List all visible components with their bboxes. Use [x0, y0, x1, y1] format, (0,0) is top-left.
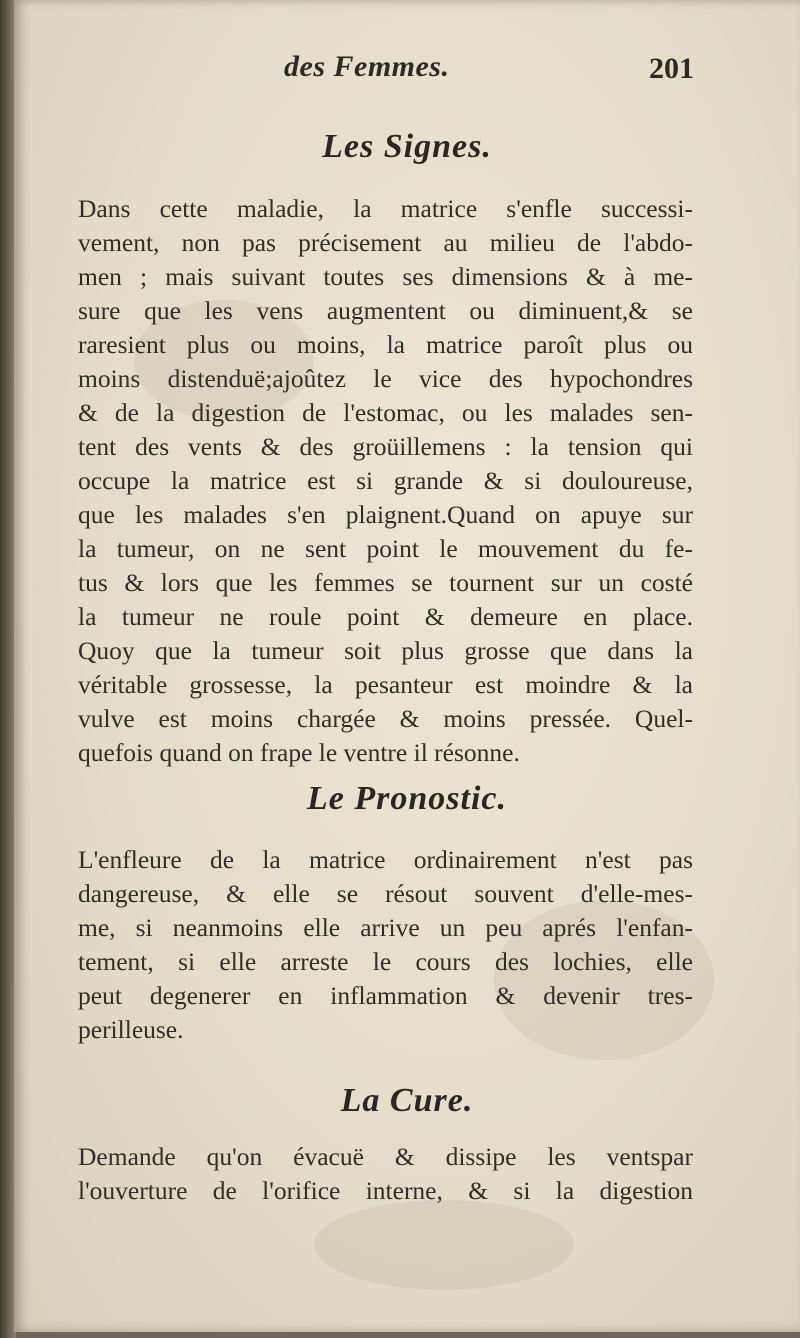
text-line: Quoy que la tumeur soit plus grosse que dans la — [78, 636, 693, 665]
text-line: men ; mais suivant toutes ses dimensions & à me- — [78, 262, 693, 291]
text-line: l'ouverture de l'orifice interne, & si la digestion — [78, 1176, 693, 1205]
text-line: L'enfleure de la matrice ordinairement n'est pas — [78, 845, 693, 874]
running-head — [14, 50, 800, 96]
text-line: tus & lors que les femmes se tournent sur un costé — [78, 568, 693, 597]
running-head-title: des Femmes. — [284, 50, 450, 83]
section-heading-signes: Les Signes. — [322, 128, 492, 165]
section-heading-cure: La Cure. — [340, 1082, 474, 1119]
text-line: la tumeur ne roule point & demeure en place. — [78, 602, 693, 631]
text-line: que les malades s'en plaignent.Quand on apuye sur — [78, 500, 693, 529]
text-line: quefois quand on frape le ventre il résonne. — [78, 738, 520, 767]
text-line: sure que les vens augmentent ou diminuent,& se — [78, 296, 693, 325]
paper-stain — [314, 1200, 574, 1290]
text-line: tement, si elle arreste le cours des lochies, elle — [78, 947, 693, 976]
text-line: vulve est moins chargée & moins pressée. Quel- — [78, 704, 693, 733]
page-number: 201 — [649, 52, 694, 85]
section-text-pronostic — [78, 843, 693, 1047]
section-heading-pronostic: Le Pronostic. — [307, 780, 507, 817]
text-line: Dans cette maladie, la matrice s'enfle successi- — [78, 194, 693, 223]
text-line: tent des vents & des groüillemens : la tension qui — [78, 432, 693, 461]
text-line: Demande qu'on évacuë & dissipe les ventspar — [78, 1142, 693, 1171]
text-line: véritable grossesse, la pesanteur est moindre & la — [78, 670, 693, 699]
text-line: occupe la matrice est si grande & si douloureuse, — [78, 466, 693, 495]
text-line: raresient plus ou moins, la matrice paroît plus ou — [78, 330, 693, 359]
book-page — [14, 0, 800, 1332]
text-line: & de la digestion de l'estomac, ou les malades sen- — [78, 398, 693, 427]
text-line: perilleuse. — [78, 1015, 184, 1044]
text-line: peut degenerer en inflammation & devenir tres- — [78, 981, 693, 1010]
section-text-signes — [78, 192, 693, 770]
text-line: vement, non pas précisement au milieu de l'abdo- — [78, 228, 693, 257]
text-line: moins distenduë;ajoûtez le vice des hypochondres — [78, 364, 693, 393]
text-line: dangereuse, & elle se résout souvent d'elle-mes- — [78, 879, 693, 908]
text-line: me, si neanmoins elle arrive un peu aprés l'enfan- — [78, 913, 693, 942]
section-text-cure — [78, 1140, 693, 1208]
text-line: la tumeur, on ne sent point le mouvement du fe- — [78, 534, 693, 563]
